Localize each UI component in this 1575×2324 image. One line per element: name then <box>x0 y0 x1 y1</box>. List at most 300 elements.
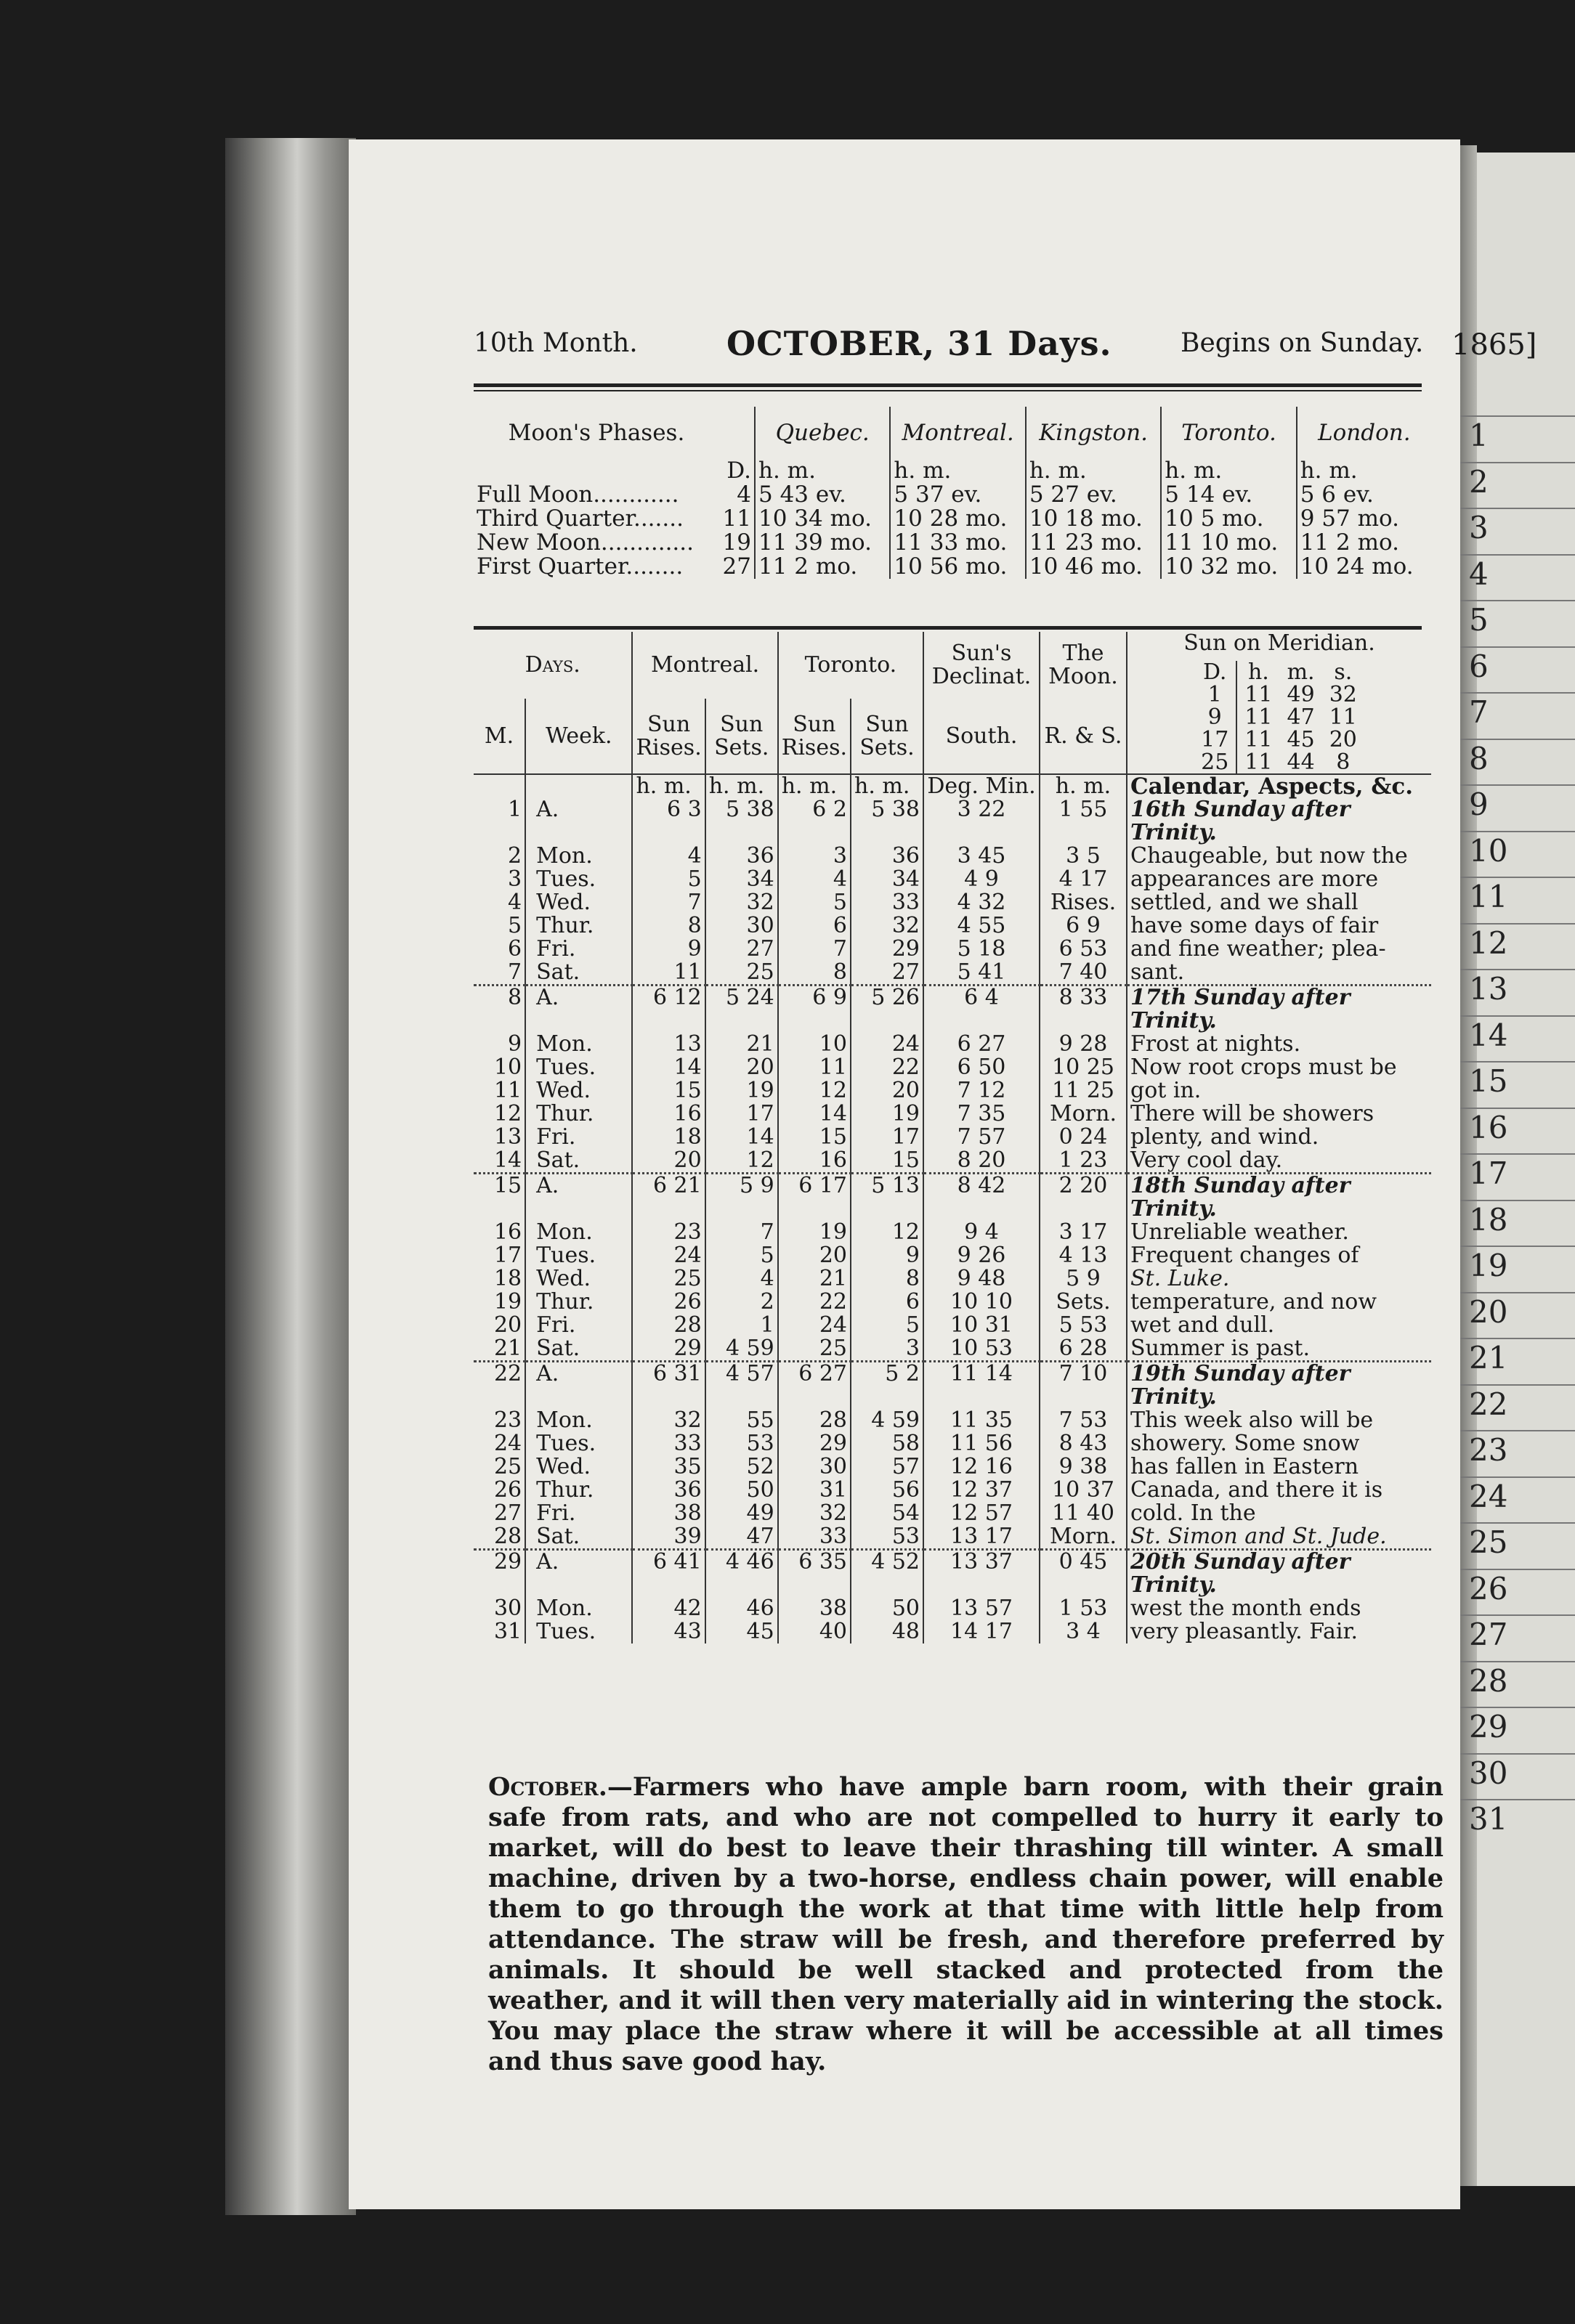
calendar-note: settled, and we shall <box>1127 891 1431 914</box>
meridian-row <box>1194 728 1364 751</box>
sun-meridian-title: Sun on Meridian. <box>1183 630 1375 656</box>
city-london: London. <box>1297 407 1431 459</box>
adjacent-page-rule <box>1460 1384 1575 1386</box>
adjacent-page-day-number: 2 <box>1469 463 1489 500</box>
weekday: A. <box>525 986 632 1033</box>
moon-rs: 2 20 <box>1040 1174 1127 1222</box>
calendar-note: appearances are more <box>1127 868 1431 891</box>
unit: h. m. <box>778 774 851 798</box>
toronto-rise: 6 9 <box>778 986 851 1033</box>
phase-time: 11 39 mo. <box>755 531 890 555</box>
calendar-note: St. Simon and St. Jude. <box>1127 1525 1431 1550</box>
declination: 12 16 <box>923 1455 1040 1479</box>
declination: 13 37 <box>923 1550 1040 1598</box>
moon-rs: 4 13 <box>1040 1244 1127 1267</box>
day-row <box>474 1362 1431 1410</box>
montreal-rise: 13 <box>632 1033 705 1056</box>
adjacent-page-day-number: 25 <box>1469 1524 1508 1560</box>
weekday: Mon. <box>525 1597 632 1620</box>
calendar-note: This week also will be <box>1127 1409 1431 1432</box>
meridian-row <box>1194 751 1364 773</box>
day-num: 25 <box>493 1454 522 1479</box>
toronto-rise: 3 <box>778 845 851 868</box>
day-row <box>474 1267 1431 1291</box>
toronto-set: 34 <box>851 868 923 891</box>
phase-name: Third Quarter....... <box>477 505 684 532</box>
montreal-rise: 26 <box>632 1291 705 1314</box>
hm-unit: h. m. <box>1297 459 1431 483</box>
toronto-set: 17 <box>851 1126 923 1149</box>
montreal-rise: 36 <box>632 1479 705 1502</box>
montreal-rise: 15 <box>632 1079 705 1102</box>
declination: 9 4 <box>923 1221 1040 1244</box>
montreal-set: 30 <box>705 914 778 938</box>
moon-rs: Sets. <box>1040 1291 1127 1314</box>
adjacent-page-rule <box>1460 831 1575 832</box>
declination: 6 4 <box>923 986 1040 1033</box>
moon-rs: 7 53 <box>1040 1409 1127 1432</box>
toronto-set: 54 <box>851 1502 923 1525</box>
adjacent-page-day-number: 1 <box>1469 418 1489 453</box>
phase-time: 5 6 ev. <box>1297 483 1431 507</box>
weekday: Wed. <box>525 1267 632 1291</box>
day-row <box>474 1314 1431 1337</box>
phase-time: 10 28 mo. <box>890 507 1025 531</box>
phase-time: 10 32 mo. <box>1161 555 1296 579</box>
sun-meridian-cell <box>1127 632 1431 774</box>
toronto-rise: 11 <box>778 1056 851 1079</box>
day-num: 11 <box>493 1078 522 1103</box>
day-row <box>474 1479 1431 1502</box>
montreal-set: 21 <box>705 1033 778 1056</box>
moon-rs: Morn. <box>1040 1525 1127 1550</box>
calendar-note: St. Luke. <box>1127 1267 1431 1291</box>
phase-name: New Moon............. <box>477 529 694 556</box>
moon-rs: 6 53 <box>1040 938 1127 961</box>
calendar-note: Summer is past. <box>1127 1337 1431 1362</box>
weekday: A. <box>525 1550 632 1598</box>
day-num: 7 <box>508 959 522 985</box>
toronto-set: 56 <box>851 1479 923 1502</box>
toronto-rise: 8 <box>778 961 851 986</box>
meridian-head: h. <box>1236 661 1279 683</box>
days-table <box>474 632 1431 1644</box>
toronto-sunrises-header: Sun Rises. <box>778 699 851 774</box>
toronto-set: 24 <box>851 1033 923 1056</box>
toronto-rise: 7 <box>778 938 851 961</box>
moon-rs: 5 53 <box>1040 1314 1127 1337</box>
montreal-set: 4 59 <box>705 1337 778 1362</box>
moon-rs: 7 40 <box>1040 961 1127 986</box>
meridian-cell: 11 <box>1236 728 1279 751</box>
montreal-set: 4 46 <box>705 1550 778 1598</box>
adjacent-page-rule <box>1460 1153 1575 1155</box>
phase-time: 5 27 ev. <box>1026 483 1161 507</box>
declination: 8 20 <box>923 1149 1040 1174</box>
toronto-rise: 6 35 <box>778 1550 851 1598</box>
hm-unit: h. m. <box>890 459 1025 483</box>
toronto-set: 9 <box>851 1244 923 1267</box>
declination: 13 57 <box>923 1597 1040 1620</box>
montreal-sunrises-header: Sun Rises. <box>632 699 705 774</box>
toronto-set: 27 <box>851 961 923 986</box>
day-num: 22 <box>474 1362 525 1410</box>
calendar-note: sant. <box>1127 961 1431 986</box>
montreal-rise: 6 31 <box>632 1362 705 1410</box>
phase-day: 11 <box>722 505 751 532</box>
begins-on: Begins on Sunday. <box>1181 328 1424 358</box>
adjacent-page-day-number: 28 <box>1469 1662 1508 1699</box>
day-row <box>474 1291 1431 1314</box>
day-num: 27 <box>493 1500 522 1526</box>
calendar-note: cold. In the <box>1127 1502 1431 1525</box>
calendar-header: Calendar, Aspects, &c. <box>1127 774 1431 798</box>
meridian-cell: 25 <box>1201 749 1229 775</box>
unit: h. m. <box>851 774 923 798</box>
adjacent-page-rule <box>1460 1430 1575 1431</box>
adjacent-page-rule <box>1460 1015 1575 1017</box>
adjacent-page-rule <box>1460 1200 1575 1201</box>
adjacent-page-rule <box>1460 877 1575 878</box>
montreal-set: 5 <box>705 1244 778 1267</box>
weekday: Sat. <box>525 1149 632 1174</box>
montreal-rise: 18 <box>632 1126 705 1149</box>
unit: h. m. <box>632 774 705 798</box>
toronto-rise: 14 <box>778 1102 851 1126</box>
toronto-rise: 20 <box>778 1244 851 1267</box>
city-quebec: Quebec. <box>755 407 890 459</box>
moon-rs: Morn. <box>1040 1102 1127 1126</box>
meridian-cell: 11 <box>1236 751 1279 773</box>
montreal-set: 45 <box>705 1620 778 1644</box>
phase-time: 11 23 mo. <box>1026 531 1161 555</box>
montreal-rise: 4 <box>632 845 705 868</box>
calendar-note: showery. Some snow <box>1127 1432 1431 1455</box>
toronto-set: 5 38 <box>851 798 923 845</box>
day-num: 8 <box>474 986 525 1033</box>
phase-time: 5 14 ev. <box>1161 483 1296 507</box>
day-row <box>474 1502 1431 1525</box>
declination: 5 41 <box>923 961 1040 986</box>
adjacent-page-day-number: 18 <box>1469 1201 1508 1238</box>
montreal-set: 1 <box>705 1314 778 1337</box>
declination: 7 35 <box>923 1102 1040 1126</box>
hm-unit: h. m. <box>1161 459 1296 483</box>
montreal-rise: 42 <box>632 1597 705 1620</box>
toronto-rise: 15 <box>778 1126 851 1149</box>
header-rule-thin <box>474 390 1422 391</box>
day-row <box>474 1409 1431 1432</box>
week-header: Week. <box>525 699 632 774</box>
day-row <box>474 1244 1431 1267</box>
declination: 3 45 <box>923 845 1040 868</box>
toronto-set: 58 <box>851 1432 923 1455</box>
toronto-set: 32 <box>851 914 923 938</box>
montreal-set: 5 38 <box>705 798 778 845</box>
montreal-set: 2 <box>705 1291 778 1314</box>
montreal-rise: 23 <box>632 1221 705 1244</box>
moon-header: The Moon. <box>1040 632 1127 699</box>
toronto-rise: 6 17 <box>778 1174 851 1222</box>
phase-name: First Quarter........ <box>477 553 684 580</box>
toronto-rise: 16 <box>778 1149 851 1174</box>
declination: 11 14 <box>923 1362 1040 1410</box>
weekday: Tues. <box>525 1432 632 1455</box>
adjacent-page-day-number: 26 <box>1469 1570 1508 1606</box>
month-number: 10th Month. <box>474 328 638 358</box>
calendar-note: There will be showers <box>1127 1102 1431 1126</box>
day-row <box>474 1126 1431 1149</box>
declination: 6 27 <box>923 1033 1040 1056</box>
adjacent-page-rule <box>1460 508 1575 509</box>
south-header: South. <box>923 699 1040 774</box>
adjacent-page-rule <box>1460 784 1575 786</box>
toronto-set: 36 <box>851 845 923 868</box>
declination: 12 57 <box>923 1502 1040 1525</box>
phase-time: 10 34 mo. <box>755 507 890 531</box>
montreal-rise: 38 <box>632 1502 705 1525</box>
day-num: 26 <box>493 1477 522 1503</box>
adjacent-page-day-number: 22 <box>1469 1386 1508 1422</box>
phase-time: 5 37 ev. <box>890 483 1025 507</box>
adjacent-page-day-number: 27 <box>1469 1617 1508 1652</box>
adjacent-page-day-number: 24 <box>1469 1478 1508 1514</box>
calendar-note: has fallen in Eastern <box>1127 1455 1431 1479</box>
weekday: Mon. <box>525 1033 632 1056</box>
montreal-rise: 28 <box>632 1314 705 1337</box>
day-row <box>474 1056 1431 1079</box>
day-row <box>474 986 1431 1033</box>
adjacent-page-day-number: 29 <box>1469 1709 1508 1744</box>
day-num: 1 <box>508 797 522 822</box>
toronto-header: Toronto. <box>778 632 923 699</box>
toronto-set: 5 <box>851 1314 923 1337</box>
adjacent-page-day-number: 8 <box>1469 740 1489 776</box>
toronto-rise: 4 <box>778 868 851 891</box>
day-num: 6 <box>508 936 522 962</box>
day-row <box>474 891 1431 914</box>
weekday: Fri. <box>525 938 632 961</box>
moon-phase-row <box>474 507 1431 531</box>
moon-rs: 11 25 <box>1040 1079 1127 1102</box>
calendar-note: 16th Sunday after Trinity. <box>1127 798 1431 845</box>
calendar-note: Canada, and there it is <box>1127 1479 1431 1502</box>
meridian-cell: 20 <box>1329 727 1357 752</box>
phase-day: 27 <box>722 553 751 580</box>
day-num: 4 <box>508 890 522 915</box>
montreal-rise: 20 <box>632 1149 705 1174</box>
moon-phase-row <box>474 555 1431 579</box>
meridian-head: m. <box>1287 659 1315 685</box>
declination: 10 53 <box>923 1337 1040 1362</box>
adjacent-page-day-number: 21 <box>1469 1340 1508 1376</box>
day-row <box>474 868 1431 891</box>
moon-rs: 9 38 <box>1040 1455 1127 1479</box>
montreal-set: 49 <box>705 1502 778 1525</box>
calendar-note: west the month ends <box>1127 1597 1431 1620</box>
montreal-set: 25 <box>705 961 778 986</box>
day-num: 13 <box>493 1124 522 1150</box>
calendar-note: 17th Sunday after Trinity. <box>1127 986 1431 1033</box>
moon-rs: 10 25 <box>1040 1056 1127 1079</box>
montreal-set: 36 <box>705 845 778 868</box>
weekday: Sat. <box>525 961 632 986</box>
moon-rs: 8 33 <box>1040 986 1127 1033</box>
day-num: 20 <box>493 1312 522 1338</box>
toronto-set: 4 59 <box>851 1409 923 1432</box>
adjacent-page-rule <box>1460 1292 1575 1293</box>
m-header: M. <box>484 723 514 749</box>
weekday: Mon. <box>525 845 632 868</box>
adjacent-page-day-number: 14 <box>1469 1017 1508 1053</box>
toronto-set: 12 <box>851 1221 923 1244</box>
montreal-rise: 43 <box>632 1620 705 1644</box>
day-num: 9 <box>508 1031 522 1057</box>
moon-rs: Rises. <box>1040 891 1127 914</box>
montreal-sunsets-header: Sun Sets. <box>705 699 778 774</box>
adjacent-page-rule <box>1460 1661 1575 1662</box>
weekday: Fri. <box>525 1126 632 1149</box>
toronto-rise: 6 2 <box>778 798 851 845</box>
toronto-rise: 33 <box>778 1525 851 1550</box>
declination: 10 31 <box>923 1314 1040 1337</box>
phase-time: 11 10 mo. <box>1161 531 1296 555</box>
day-row <box>474 1525 1431 1550</box>
adjacent-page-rule <box>1460 1522 1575 1524</box>
montreal-set: 5 24 <box>705 986 778 1033</box>
adjacent-page-day-number: 6 <box>1469 648 1489 684</box>
montreal-set: 7 <box>705 1221 778 1244</box>
phase-time: 10 5 mo. <box>1161 507 1296 531</box>
toronto-set: 6 <box>851 1291 923 1314</box>
adjacent-page-day-number: 30 <box>1469 1755 1508 1791</box>
weekday: Sat. <box>525 1525 632 1550</box>
toronto-rise: 6 <box>778 914 851 938</box>
toronto-rise: 31 <box>778 1479 851 1502</box>
toronto-set: 4 52 <box>851 1550 923 1598</box>
meridian-cell: 9 <box>1207 704 1222 730</box>
adjacent-page-rule <box>1460 923 1575 925</box>
weekday: Wed. <box>525 1079 632 1102</box>
toronto-rise: 5 <box>778 891 851 914</box>
moon-rs: 1 55 <box>1040 798 1127 845</box>
weekday: Thur. <box>525 1479 632 1502</box>
toronto-set: 19 <box>851 1102 923 1126</box>
declination: 13 17 <box>923 1525 1040 1550</box>
toronto-set: 5 2 <box>851 1362 923 1410</box>
day-num: 17 <box>493 1243 522 1268</box>
adjacent-page-day-number: 15 <box>1469 1063 1508 1099</box>
adjacent-page-rule <box>1460 600 1575 601</box>
moon-rs: 0 45 <box>1040 1550 1127 1598</box>
day-row <box>474 845 1431 868</box>
montreal-rise: 33 <box>632 1432 705 1455</box>
moon-phase-row <box>474 483 1431 507</box>
montreal-rise: 29 <box>632 1337 705 1362</box>
calendar-note: 20th Sunday after Trinity. <box>1127 1550 1431 1598</box>
rs-header: R. & S. <box>1040 699 1127 774</box>
declination: 4 32 <box>923 891 1040 914</box>
days-unit: D. <box>726 458 751 484</box>
montreal-set: 55 <box>705 1409 778 1432</box>
paragraph-lead: October. <box>488 1772 607 1802</box>
declination: 3 22 <box>923 798 1040 845</box>
calendar-note: Chaugeable, but now the <box>1127 845 1431 868</box>
declination: 7 12 <box>923 1079 1040 1102</box>
montreal-rise: 6 3 <box>632 798 705 845</box>
meridian-cell: 49 <box>1287 682 1315 707</box>
day-num: 30 <box>493 1596 522 1621</box>
calendar-note: wet and dull. <box>1127 1314 1431 1337</box>
day-num: 31 <box>493 1619 522 1644</box>
weekday: A. <box>525 798 632 845</box>
montreal-rise: 39 <box>632 1525 705 1550</box>
meridian-cell: 32 <box>1329 682 1357 707</box>
montreal-rise: 32 <box>632 1409 705 1432</box>
phase-time: 10 18 mo. <box>1026 507 1161 531</box>
montreal-rise: 16 <box>632 1102 705 1126</box>
day-row <box>474 914 1431 938</box>
montreal-set: 53 <box>705 1432 778 1455</box>
toronto-rise: 30 <box>778 1455 851 1479</box>
adjacent-page-day-number: 7 <box>1469 694 1489 730</box>
montreal-set: 34 <box>705 868 778 891</box>
day-row <box>474 1337 1431 1362</box>
toronto-set: 57 <box>851 1455 923 1479</box>
declination: 4 9 <box>923 868 1040 891</box>
montreal-set: 52 <box>705 1455 778 1479</box>
declination: 6 50 <box>923 1056 1040 1079</box>
toronto-rise: 21 <box>778 1267 851 1291</box>
moon-rs: 0 24 <box>1040 1126 1127 1149</box>
declination: 11 35 <box>923 1409 1040 1432</box>
declination: 5 18 <box>923 938 1040 961</box>
paragraph-text: —Farmers who have ample barn room, with their grain safe from rats, and who are not compelled to hurry it early to market, will do best to leave their thrashing till winter. A small machine, driven by a two-horse, endless chain power, will enable them to go through the work at that time with little help from attendance. The straw will be fresh, and therefore preferred by animals. It should be well stacked and protected from the weather, and it will then very materially aid in wintering the stock. You may place the straw where it will be accessible at all times and thus save good hay. <box>488 1772 1444 2076</box>
adjacent-page-day-number: 5 <box>1469 602 1489 638</box>
adjacent-page-rule <box>1460 1338 1575 1339</box>
calendar-note: have some days of fair <box>1127 914 1431 938</box>
declination: 4 55 <box>923 914 1040 938</box>
adjacent-page-rule <box>1460 554 1575 556</box>
moon-rs: 8 43 <box>1040 1432 1127 1455</box>
page-edge <box>225 138 356 2215</box>
calendar-note: 19th Sunday after Trinity. <box>1127 1362 1431 1410</box>
days-header: Days. <box>525 652 580 678</box>
meridian-cell: 11 <box>1236 706 1279 728</box>
montreal-rise: 35 <box>632 1455 705 1479</box>
day-num: 14 <box>493 1147 522 1173</box>
page-title: OCTOBER, 31 Days. <box>726 324 1112 363</box>
moon-rs: 3 17 <box>1040 1221 1127 1244</box>
meridian-cell: 17 <box>1201 727 1229 752</box>
calendar-note: plenty, and wind. <box>1127 1126 1431 1149</box>
moon-rs: 3 4 <box>1040 1620 1127 1644</box>
day-row <box>474 1079 1431 1102</box>
toronto-set: 3 <box>851 1337 923 1362</box>
moon-phases-label: Moon's Phases. <box>508 419 685 446</box>
day-num: 19 <box>493 1289 522 1315</box>
calendar-note: Frequent changes of <box>1127 1244 1431 1267</box>
toronto-rise: 28 <box>778 1409 851 1432</box>
montreal-rise: 14 <box>632 1056 705 1079</box>
moon-rs: 9 28 <box>1040 1033 1127 1056</box>
phase-day: 4 <box>737 482 751 508</box>
montreal-set: 32 <box>705 891 778 914</box>
header-rule <box>474 383 1422 387</box>
weekday: Mon. <box>525 1221 632 1244</box>
toronto-rise: 25 <box>778 1337 851 1362</box>
weekday: Tues. <box>525 1244 632 1267</box>
